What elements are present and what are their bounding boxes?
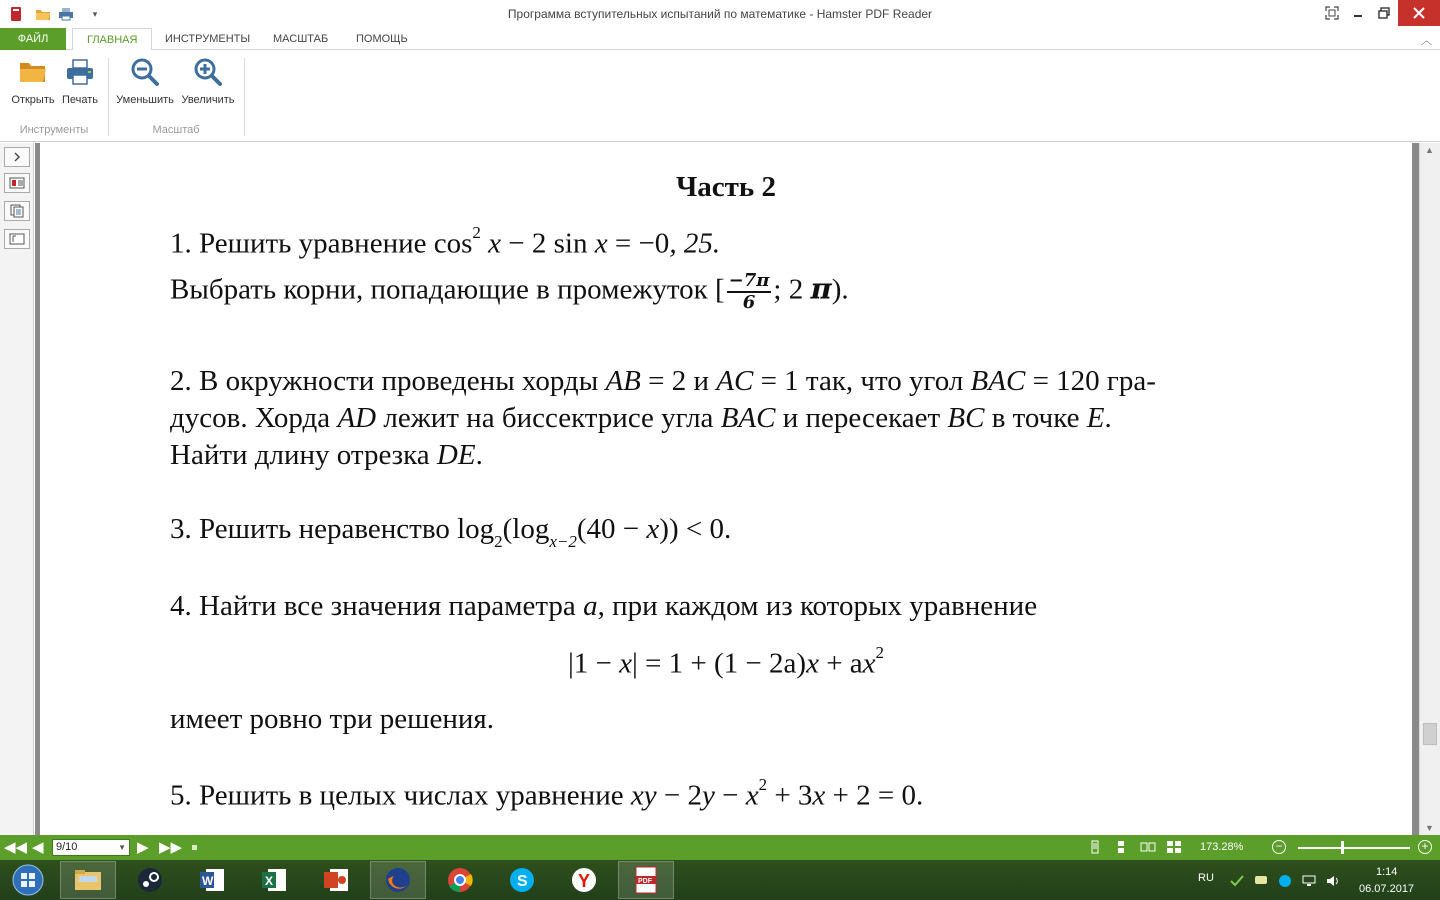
taskbar-yandex-browser[interactable] bbox=[556, 861, 612, 899]
taskbar-word[interactable] bbox=[184, 861, 240, 899]
printer-icon bbox=[64, 56, 96, 88]
clock-date[interactable]: 06.07.2017 bbox=[1359, 883, 1415, 895]
two-page-continuous-icon[interactable] bbox=[1166, 840, 1180, 854]
taskbar-explorer[interactable] bbox=[60, 861, 116, 899]
svg-text:X: X bbox=[265, 874, 274, 888]
previous-page-icon[interactable]: ◀ bbox=[32, 839, 44, 856]
tray-check-icon[interactable] bbox=[1230, 874, 1244, 886]
zoom-slider[interactable] bbox=[1298, 847, 1410, 849]
zoom-slider-handle[interactable] bbox=[1341, 841, 1344, 854]
group-zoom-label: Масштаб bbox=[152, 124, 200, 136]
scroll-down-icon[interactable]: ▼ bbox=[1425, 823, 1434, 833]
zoom-in-label: Увеличить bbox=[181, 94, 235, 106]
taskbar-powerpoint[interactable] bbox=[308, 861, 364, 899]
pages-icon[interactable] bbox=[4, 201, 30, 221]
taskbar-excel[interactable] bbox=[246, 861, 302, 899]
zoom-percentage: 173.28% bbox=[1200, 841, 1244, 853]
print-button[interactable] bbox=[58, 56, 102, 112]
restore-button[interactable] bbox=[1368, 0, 1400, 26]
group-tools-label: Инструменты bbox=[19, 124, 89, 136]
part-title: Часть 2 bbox=[676, 171, 776, 203]
problem-1-interval: Выбрать корни, попадающие в промежуток [ $\frac{-7\pi}{6}$ ; 2 π). bbox=[170, 270, 849, 313]
vertical-scrollbar[interactable] bbox=[1419, 143, 1440, 835]
open-button-label: Открыть bbox=[11, 94, 55, 106]
taskbar-firefox[interactable] bbox=[370, 861, 426, 899]
two-page-view-icon[interactable] bbox=[1140, 840, 1154, 854]
ribbon-home bbox=[0, 50, 1440, 142]
taskbar-chrome[interactable] bbox=[432, 861, 488, 899]
problem-2-line-1: 2. В окружности проведены хорды AB = 2 и AC = 1 так, что угол BAC = 120 гра- bbox=[170, 365, 1156, 397]
open-folder-icon bbox=[17, 56, 49, 88]
problem-3: 3. Решить неравенство $\log_2(\log_{x-2}(40 - x)) < 0$. bbox=[170, 513, 732, 551]
language-indicator[interactable]: RU bbox=[1198, 872, 1214, 884]
zoom-out-icon bbox=[129, 56, 161, 88]
window-title: Программа вступительных испытаний по математике - Hamster PDF Reader bbox=[507, 7, 933, 21]
zoom-out-button[interactable] bbox=[114, 56, 176, 112]
outline-icon[interactable] bbox=[4, 229, 30, 249]
chevron-right-icon[interactable] bbox=[4, 147, 30, 167]
zoom-in-icon bbox=[192, 56, 224, 88]
next-page-icon[interactable]: ▶ bbox=[137, 839, 149, 856]
page-number-input[interactable]: 9/10 ▼ bbox=[52, 839, 130, 856]
pdf-page bbox=[40, 143, 1412, 835]
fraction: $\frac{-7\pi}{6}$ bbox=[728, 270, 770, 313]
zoom-out-label: Уменьшить bbox=[116, 94, 174, 106]
taskbar-skype[interactable] bbox=[494, 861, 550, 899]
print-button-label: Печать bbox=[61, 94, 99, 106]
stop-icon bbox=[192, 845, 197, 850]
tab-home[interactable]: ГЛАВНАЯ bbox=[72, 28, 152, 51]
ribbon-tabs bbox=[0, 28, 1440, 50]
zoom-in-button[interactable] bbox=[178, 56, 238, 112]
group-separator bbox=[244, 58, 245, 136]
problem-4: 4. Найти все значения параметра a, при каждом из которых уравнение bbox=[170, 590, 1038, 622]
problem-2-line-3: Найти длину отрезка DE. bbox=[170, 439, 483, 471]
quick-access-dropdown-icon[interactable]: ▾ bbox=[92, 8, 98, 19]
problem-4-end: имеет ровно три решения. bbox=[170, 703, 494, 735]
zoom-plus-icon[interactable]: + bbox=[1418, 840, 1432, 854]
svg-text:PDF: PDF bbox=[638, 878, 652, 885]
open-button[interactable] bbox=[8, 56, 58, 112]
svg-text:W: W bbox=[202, 874, 214, 888]
close-button[interactable] bbox=[1398, 0, 1440, 26]
scroll-up-icon[interactable]: ▲ bbox=[1425, 145, 1434, 155]
svg-text:S: S bbox=[517, 873, 528, 890]
problem-5: 5. Решить в целых числах уравнение xy − $2y - x^2 + 3x + 2 = 0$. bbox=[170, 775, 924, 812]
tab-zoom[interactable]: МАСШТАБ bbox=[273, 33, 329, 45]
tab-tools[interactable]: ИНСТРУМЕНТЫ bbox=[165, 33, 251, 45]
tray-volume-icon[interactable] bbox=[1326, 874, 1340, 886]
zoom-minus-icon[interactable]: − bbox=[1272, 840, 1286, 854]
start-button[interactable] bbox=[2, 861, 54, 899]
tab-file[interactable]: ФАЙЛ bbox=[0, 28, 66, 50]
tray-chat-icon[interactable] bbox=[1254, 874, 1268, 886]
bookmarks-icon[interactable] bbox=[4, 173, 30, 193]
document-viewport[interactable] bbox=[35, 143, 1419, 835]
first-page-icon[interactable]: ◀◀ bbox=[4, 839, 28, 856]
problem-2-line-2: дусов. Хорда AD лежит на биссектрисе угла BAC и пересекает BC в точке E. bbox=[170, 402, 1112, 434]
chevron-down-icon[interactable]: ▼ bbox=[118, 843, 126, 852]
tray-network-icon[interactable] bbox=[1302, 874, 1316, 886]
single-page-view-icon[interactable] bbox=[1088, 840, 1102, 854]
title-bar bbox=[0, 0, 1440, 28]
clock-time[interactable]: 1:14 bbox=[1376, 866, 1398, 878]
continuous-view-icon[interactable] bbox=[1114, 840, 1128, 854]
taskbar-hamster-pdf[interactable] bbox=[618, 861, 674, 899]
taskbar-steam[interactable] bbox=[122, 861, 178, 899]
problem-4-equation: $|1 - x| = 1 + (1 - 2a)x + ax^2$ bbox=[567, 643, 885, 680]
problem-1-equation: 1. Решить уравнение $\cos^2 x - 2$ sin x = −0, 25. bbox=[170, 223, 721, 260]
side-panel bbox=[0, 143, 34, 835]
collapse-ribbon-icon[interactable]: ︿ bbox=[1421, 35, 1432, 47]
scroll-thumb[interactable] bbox=[1423, 723, 1437, 745]
tab-help[interactable]: ПОМОЩЬ bbox=[356, 33, 408, 45]
status-bar bbox=[0, 835, 1440, 860]
last-page-icon[interactable]: ▶▶ bbox=[159, 839, 183, 856]
tray-skype-icon[interactable] bbox=[1278, 874, 1292, 886]
svg-text:Y: Y bbox=[578, 871, 591, 891]
taskbar bbox=[0, 860, 1440, 900]
